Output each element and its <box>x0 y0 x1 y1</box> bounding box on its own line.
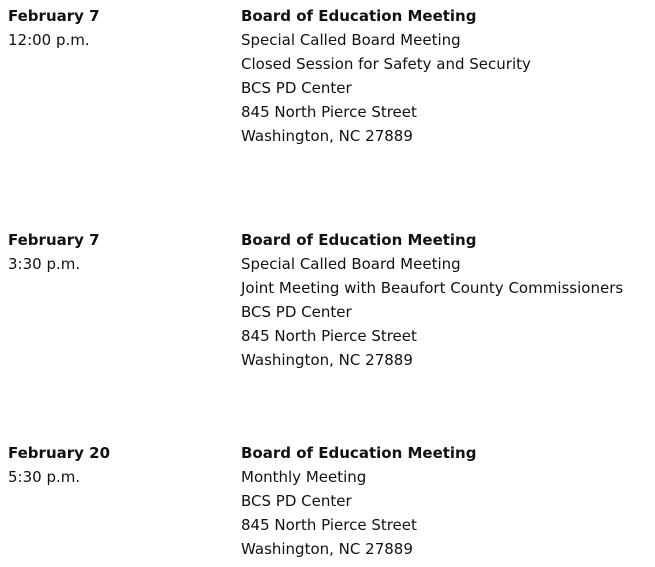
event-details <box>241 228 651 372</box>
event-time: 3:30 p.m. <box>8 255 81 273</box>
event-title: Board of Education Meeting <box>241 444 477 462</box>
event-street-address: 845 North Pierce Street <box>241 327 417 345</box>
event-city-state-zip: Washington, NC 27889 <box>241 351 413 369</box>
event-title: Board of Education Meeting <box>241 7 477 25</box>
event-date: February 7 <box>8 231 100 249</box>
event-meeting-type: Special Called Board Meeting <box>241 255 461 273</box>
event-date-time <box>8 441 228 489</box>
event-date-time <box>8 228 228 276</box>
event-title: Board of Education Meeting <box>241 231 477 249</box>
event-meeting-type: Special Called Board Meeting <box>241 31 461 49</box>
event-date: February 7 <box>8 7 100 25</box>
event-date-time <box>8 4 228 52</box>
event-city-state-zip: Washington, NC 27889 <box>241 127 413 145</box>
event-details <box>241 441 651 561</box>
event-location: BCS PD Center <box>241 492 352 510</box>
event-city-state-zip: Washington, NC 27889 <box>241 540 413 558</box>
event-details <box>241 4 651 148</box>
event-time: 12:00 p.m. <box>8 31 90 49</box>
event-meeting-type: Monthly Meeting <box>241 468 367 486</box>
event-location: BCS PD Center <box>241 79 352 97</box>
event-description: Closed Session for Safety and Security <box>241 55 531 73</box>
event-time: 5:30 p.m. <box>8 468 81 486</box>
event-description: Joint Meeting with Beaufort County Commissioners <box>241 279 624 297</box>
event-date: February 20 <box>8 444 111 462</box>
event-location: BCS PD Center <box>241 303 352 321</box>
event-street-address: 845 North Pierce Street <box>241 516 417 534</box>
event-street-address: 845 North Pierce Street <box>241 103 417 121</box>
